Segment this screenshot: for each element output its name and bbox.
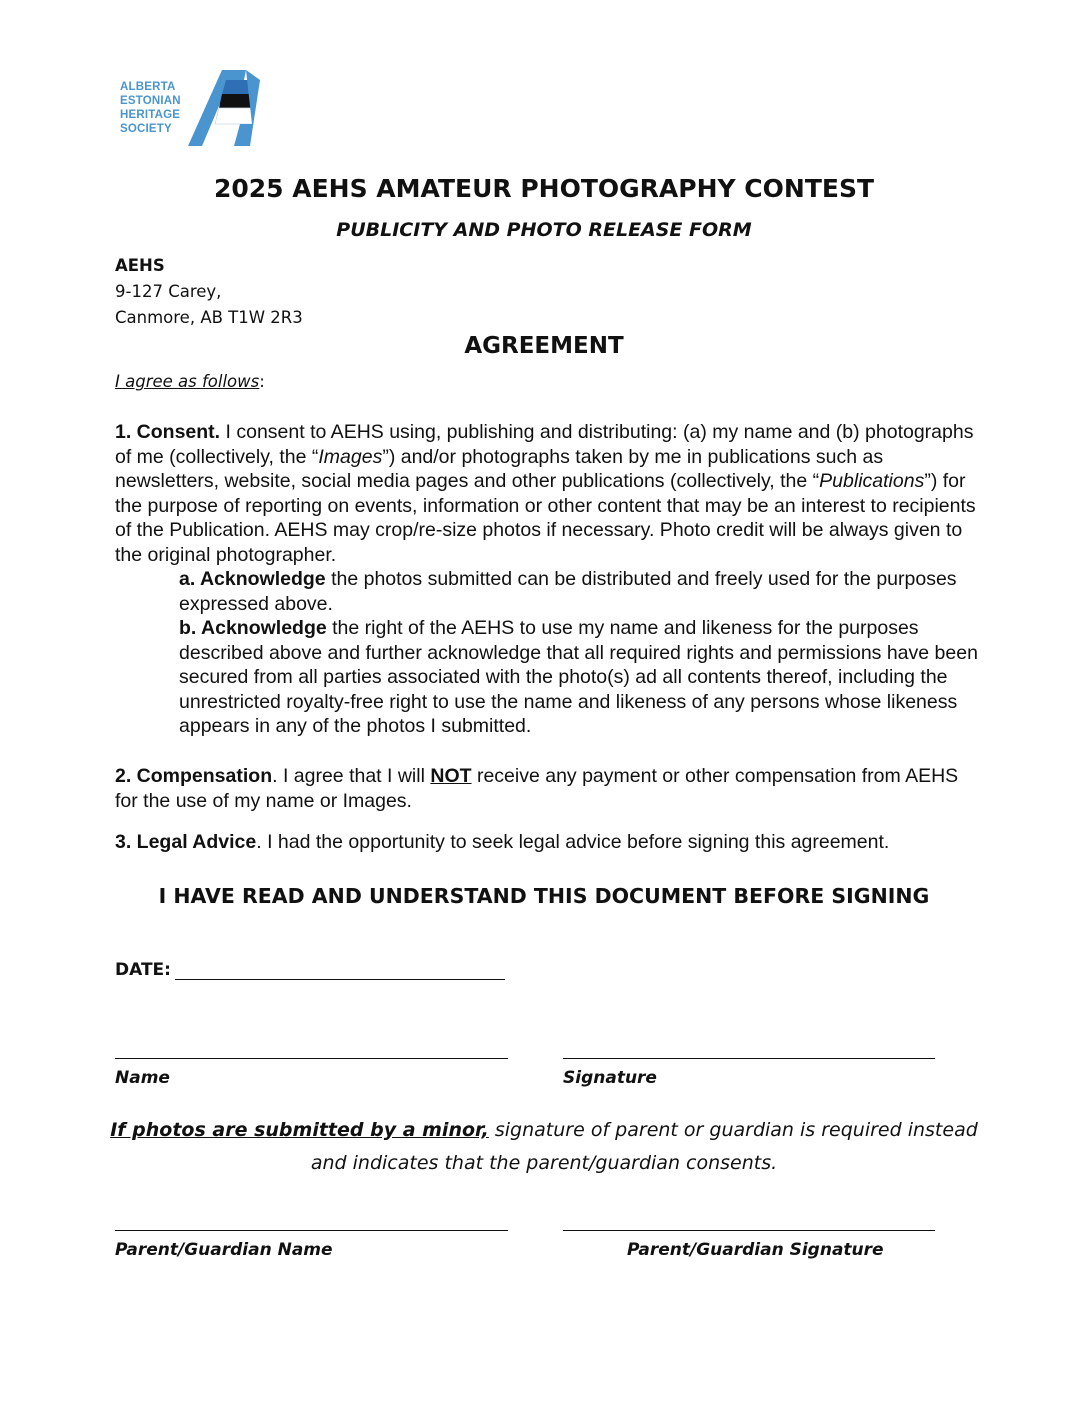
acknowledge-b-text: the right of the AEHS to use my name and likeness for the purposes described above and further acknowledge that all required rights and permissions have been secured from all parties associated with the photo(s) ad all contents thereof, including the unrestricted royalty-free right to use the name and likeness of any persons whose likeness appears in any of the photos I submitted. <box>179 617 978 737</box>
parent-signature-line[interactable] <box>563 1230 935 1231</box>
compensation-text: receive any payment or other compensation from AEHS for the use of my name or Images. <box>115 765 959 812</box>
read-before-signing-notice: I HAVE READ AND UNDERSTAND THIS DOCUMENT BEFORE SIGNING <box>158 884 930 908</box>
consent-text: ”) for the purpose of reporting on events, information or other content that may be an interest to recipients of the Publication. AEHS may crop/re-size photos if necessary. Photo credit will be always given to the original photographer. <box>115 470 976 566</box>
date-field[interactable] <box>115 960 505 980</box>
date-label: DATE: <box>115 960 171 980</box>
acknowledge-b <box>179 616 979 739</box>
aehs-logo <box>120 68 280 148</box>
signature-line[interactable] <box>563 1058 935 1059</box>
address-block <box>115 253 303 331</box>
logo-line: ESTONIAN <box>120 95 181 107</box>
compensation-clause <box>115 764 985 813</box>
page-title: 2025 AEHS AMATEUR PHOTOGRAPHY CONTEST <box>213 174 875 203</box>
consent-text: I consent to AEHS using, publishing and distributing: (a) my name and (b) photographs of me (collectively, the “ <box>115 421 974 468</box>
logo-wordmark <box>120 80 181 136</box>
minor-notice <box>100 1114 988 1180</box>
date-line[interactable] <box>175 961 505 980</box>
acknowledge-b-label: b. Acknowledge <box>179 617 327 639</box>
acknowledge-a-label: a. Acknowledge <box>179 568 326 590</box>
address-org: AEHS <box>115 256 165 275</box>
acknowledge-a-text: the photos submitted can be distributed and freely used for the purposes expressed above. <box>179 568 957 615</box>
compensation-not: NOT <box>430 765 472 787</box>
parent-name-line[interactable] <box>115 1230 508 1231</box>
page-subtitle: PUBLICITY AND PHOTO RELEASE FORM <box>336 219 752 241</box>
agreement-heading: AGREEMENT <box>464 333 624 359</box>
consent-label: 1. Consent. <box>115 421 221 443</box>
name-line[interactable] <box>115 1058 508 1059</box>
legal-advice-text: . I had the opportunity to seek legal advice before signing this agreement. <box>256 831 890 853</box>
signature-label: Signature <box>563 1068 657 1088</box>
address-line: 9-127 Carey, <box>115 282 222 301</box>
legal-advice-label: 3. Legal Advice <box>115 831 257 853</box>
images-term: Images <box>318 445 383 468</box>
publications-term: Publications <box>819 470 925 492</box>
logo-line: HERITAGE <box>120 109 181 121</box>
logo-line: ALBERTA <box>120 81 176 93</box>
agreement-intro-text: I agree as follows <box>115 372 260 391</box>
agreement-intro <box>115 372 265 391</box>
minor-text: signature of parent or guardian is required instead and indicates that the parent/guardian consents. <box>310 1119 978 1174</box>
parent-signature-label: Parent/Guardian Signature <box>627 1240 884 1260</box>
consent-text: ”) and/or photographs taken by me in publications such as newsletters, website, social media pages and other publications (collectively, the “ <box>115 445 884 492</box>
legal-advice-clause <box>115 830 985 855</box>
aehs-logo-a-flag-icon <box>188 68 268 148</box>
acknowledge-a <box>179 567 979 616</box>
agreement-intro-colon: : <box>259 372 265 391</box>
address-line: Canmore, AB T1W 2R3 <box>115 308 303 327</box>
parent-name-label: Parent/Guardian Name <box>115 1240 333 1260</box>
logo-line: SOCIETY <box>120 123 172 135</box>
compensation-label: 2. Compensation <box>115 765 273 787</box>
minor-emphasis: If photos are submitted by a minor, <box>110 1119 489 1141</box>
compensation-text: . I agree that I will <box>272 765 431 787</box>
name-label: Name <box>115 1068 170 1088</box>
consent-clause <box>115 420 985 567</box>
